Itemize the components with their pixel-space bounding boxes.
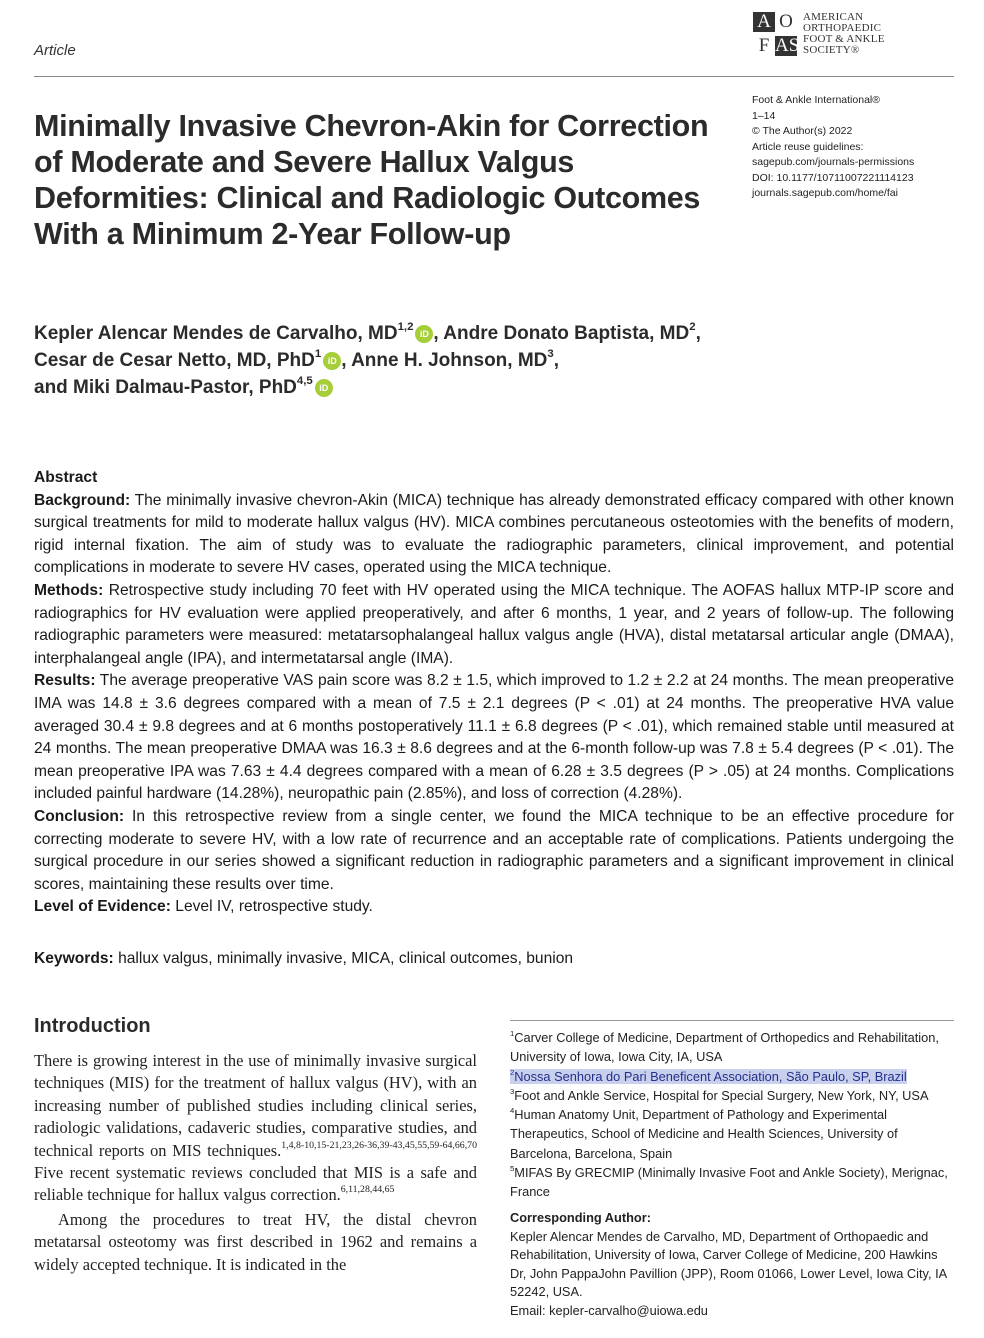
introduction-body: [34, 1050, 477, 1276]
author-affiliation-sup: 3: [547, 347, 554, 360]
introduction-paragraph: [34, 1050, 477, 1207]
abstract: [34, 467, 954, 919]
reuse-guidelines-label: Article reuse guidelines:: [752, 140, 864, 153]
paragraph-text: There is growing interest in the use of minimally invasive surgical techniques (MIS) for the treatment of hallux valgus (HV), with an increasing number of published studies including clinical series, radiologic validations, cadaveric studies, comparative studies, and technical reports on MIS techniques.: [34, 1051, 477, 1160]
abstract-section-text: Retrospective study including 70 feet with HV operated using the MICA technique. The AOFAS hallux MTP-IP score and radiographics for HV evaluation were applied preoperatively, and after 6 months, 1 year, and 2 years of follow-up. The following radiographic parameters were measured: metatarsophalangeal hallux valgus angle (HVA), distal metatarsal articular angle (DMAA), interphalangeal angle (IPA), and intermetatarsal angle (IMA).: [34, 581, 954, 667]
article-title: Minimally Invasive Chevron-Akin for Correction of Moderate and Severe Hallux Valgus Deformities: Clinical and Radiologic Outcomes With a Minimum 2-Year Follow-up: [34, 109, 709, 251]
affiliation-item: [510, 1067, 954, 1086]
doi[interactable]: DOI: 10.1177/10711007221114123: [752, 171, 914, 184]
article-type-label: Article: [34, 42, 76, 59]
paragraph-text: Five recent systematic reviews concluded that MIS is a safe and reliable technique for hallux valgus correction.: [34, 1163, 477, 1205]
permissions-link[interactable]: sagepub.com/journals-permissions: [752, 156, 915, 168]
affiliations-divider: [510, 1020, 954, 1021]
author-name: Kepler Alencar Mendes de Carvalho, MD: [34, 323, 398, 344]
abstract-section-text: In this retrospective review from a single center, we found the MICA technique to be an effective procedure for correcting moderate to severe HV, with a low rate of recurrence and an acceptable rate of complications. Patients undergoing the surgical procedure in our series showed a significant reduction in radiographic parameters and a significant improvement in clinical scores, maintaining these results over time.: [34, 807, 954, 893]
keywords-label: Keywords:: [34, 950, 114, 967]
author-name: Cesar de Cesar Netto, MD, PhD: [34, 350, 315, 371]
affiliation-item: [510, 1086, 954, 1105]
corresponding-author: [510, 1209, 954, 1321]
logo-letter: AS: [775, 35, 800, 56]
affiliation-item: [510, 1163, 954, 1202]
affiliation-number: 5: [510, 1163, 515, 1173]
header-divider: [34, 76, 954, 77]
keywords-text: hallux valgus, minimally invasive, MICA, clinical outcomes, bunion: [113, 950, 574, 967]
corresponding-author-address: Kepler Alencar Mendes de Carvalho, MD, Department of Orthopaedic and Rehabilitation, University of Iowa, Carver College of Medicine, 200 Hawkins Dr, John PappaJohn Pavillion (JPP), Room 01066, Lower Level, Iowa City, IA 52242, USA.: [510, 1228, 947, 1300]
orcid-icon[interactable]: iD: [315, 379, 333, 397]
abstract-section-text: The minimally invasive chevron-Akin (MICA) technique has already demonstrated efficacy compared with other known surgical treatments for mild to moderate hallux valgus (HV). MICA combines percutaneous osteotomies with the benefits of modern, rigid internal fixation. The aim of study was to evaluate the radiographic parameters, clinical improvement, and potential complications in moderate to severe HV cases, operated using the MICA technique.: [34, 491, 954, 577]
abstract-heading: Abstract: [34, 469, 98, 486]
affiliation-item: [510, 1028, 954, 1067]
society-name-line: AMERICAN: [803, 11, 864, 23]
society-name-line: SOCIETY®: [803, 44, 860, 56]
author-affiliation-sup: 4,5: [296, 374, 313, 387]
affiliations: [510, 1028, 954, 1202]
abstract-methods: [34, 580, 954, 670]
abstract-section-label: Results:: [34, 672, 96, 690]
affiliation-text: Human Anatomy Unit, Department of Pathology and Experimental Therapeutics, School of Medicine and Health Sciences, University of Barcelona, Barcelona, Spain: [510, 1107, 898, 1161]
author-separator: ,: [553, 350, 560, 371]
author-affiliation-sup: 1,2: [397, 320, 414, 333]
introduction-heading: Introduction: [34, 1015, 151, 1037]
page-range: 1–14: [752, 109, 776, 122]
abstract-section-label: Background:: [34, 491, 131, 509]
affiliation-text: Carver College of Medicine, Department of Orthopedics and Rehabilitation, University of Iowa, Iowa City, IA, USA: [510, 1030, 939, 1065]
affiliation-number: 3: [510, 1086, 515, 1096]
citation-refs[interactable]: 1,4,8-10,15-21,23,26-36,39-43,45,55,59-64,66,70: [281, 1139, 477, 1151]
affiliation-text: Foot and Ankle Service, Hospital for Special Surgery, New York, NY, USA: [514, 1087, 929, 1103]
logo-letter: F: [758, 35, 770, 56]
abstract-background: [34, 490, 954, 580]
abstract-results: [34, 670, 954, 806]
society-name: [803, 12, 885, 56]
abstract-section-label: Conclusion:: [34, 807, 125, 825]
author-name: Anne H. Johnson, MD: [351, 350, 548, 371]
author-separator: ,: [695, 323, 701, 344]
affiliation-number: 2: [510, 1067, 515, 1077]
copyright: © The Author(s) 2022: [752, 125, 853, 137]
introduction-paragraph: Among the procedures to treat HV, the distal chevron metatarsal osteotomy was first described in 1962 and remains a widely accepted technique. It is indicated in the: [34, 1209, 477, 1274]
aofas-logo: [753, 12, 953, 60]
corresponding-author-email[interactable]: Email: kepler-carvalho@uiowa.edu: [510, 1302, 708, 1318]
aofas-logo-mark: [753, 11, 800, 56]
author-separator: ,: [341, 350, 352, 371]
author-affiliation-sup: 1: [314, 347, 322, 360]
journal-name: Foot & Ankle International®: [752, 94, 880, 106]
abstract-level-of-evidence: [34, 896, 954, 919]
abstract-conclusion: [34, 806, 954, 896]
abstract-section-text: Level IV, retrospective study.: [170, 898, 373, 916]
corresponding-author-label: Corresponding Author:: [510, 1210, 651, 1225]
author-name: Andre Donato Baptista, MD: [443, 323, 690, 344]
logo-letter: O: [779, 11, 793, 32]
logo-letter: A: [753, 12, 775, 32]
orcid-icon[interactable]: iD: [323, 352, 341, 370]
author-list: [34, 320, 954, 401]
author-name: and Miki Dalmau-Pastor, PhD: [34, 377, 297, 398]
society-name-line: FOOT & ANKLE: [803, 33, 885, 45]
author-affiliation-sup: 2: [689, 320, 696, 333]
affiliation-item: [510, 1105, 954, 1163]
affiliation-number: 1: [510, 1028, 515, 1038]
orcid-icon[interactable]: iD: [415, 325, 433, 343]
affiliation-text: Nossa Senhora do Pari Beneficent Association, São Paulo, SP, Brazil: [514, 1068, 907, 1084]
affiliation-text: MIFAS By GRECMIP (Minimally Invasive Foot and Ankle Society), Merignac, France: [510, 1165, 948, 1200]
text-selection-highlight[interactable]: [510, 1069, 907, 1084]
society-name-line: ORTHOPAEDIC: [803, 22, 882, 34]
abstract-section-label: Level of Evidence:: [34, 898, 171, 916]
abstract-section-text: The average preoperative VAS pain score was 8.2 ± 1.5, which improved to 1.2 ± 2.2 at 24 months. The mean preoperative IMA was 14.8 ± 3.6 degrees compared with a mean of 7.5 ± 2.1 degrees (P < .01) at 24 months. The preoperative HVA value averaged 30.4 ± 9.8 degrees and at 6 months postoperatively 11.1 ± 6.8 degrees (P < .01), which remained stable until measured at 24 months. The mean preoperative DMAA was 16.3 ± 8.6 degrees and at the 6-month follow-up was 7.8 ± 5.4 degrees (P < .01). The mean preoperative IPA was 7.63 ± 4.4 degrees compared with a mean of 6.28 ± 3.5 degrees (P > .05) at 24 months. Complications included painful hardware (14.28%), neuropathic pain (2.85%), and loss of correction (4.28%).: [34, 672, 954, 803]
citation-refs[interactable]: 6,11,28,44,65: [340, 1184, 395, 1196]
keywords: [34, 948, 954, 970]
author-separator: ,: [433, 323, 444, 344]
abstract-section-label: Methods:: [34, 581, 104, 599]
journal-meta: [752, 93, 914, 202]
affiliation-number: 4: [510, 1106, 515, 1116]
journal-home-link[interactable]: journals.sagepub.com/home/fai: [752, 187, 898, 199]
